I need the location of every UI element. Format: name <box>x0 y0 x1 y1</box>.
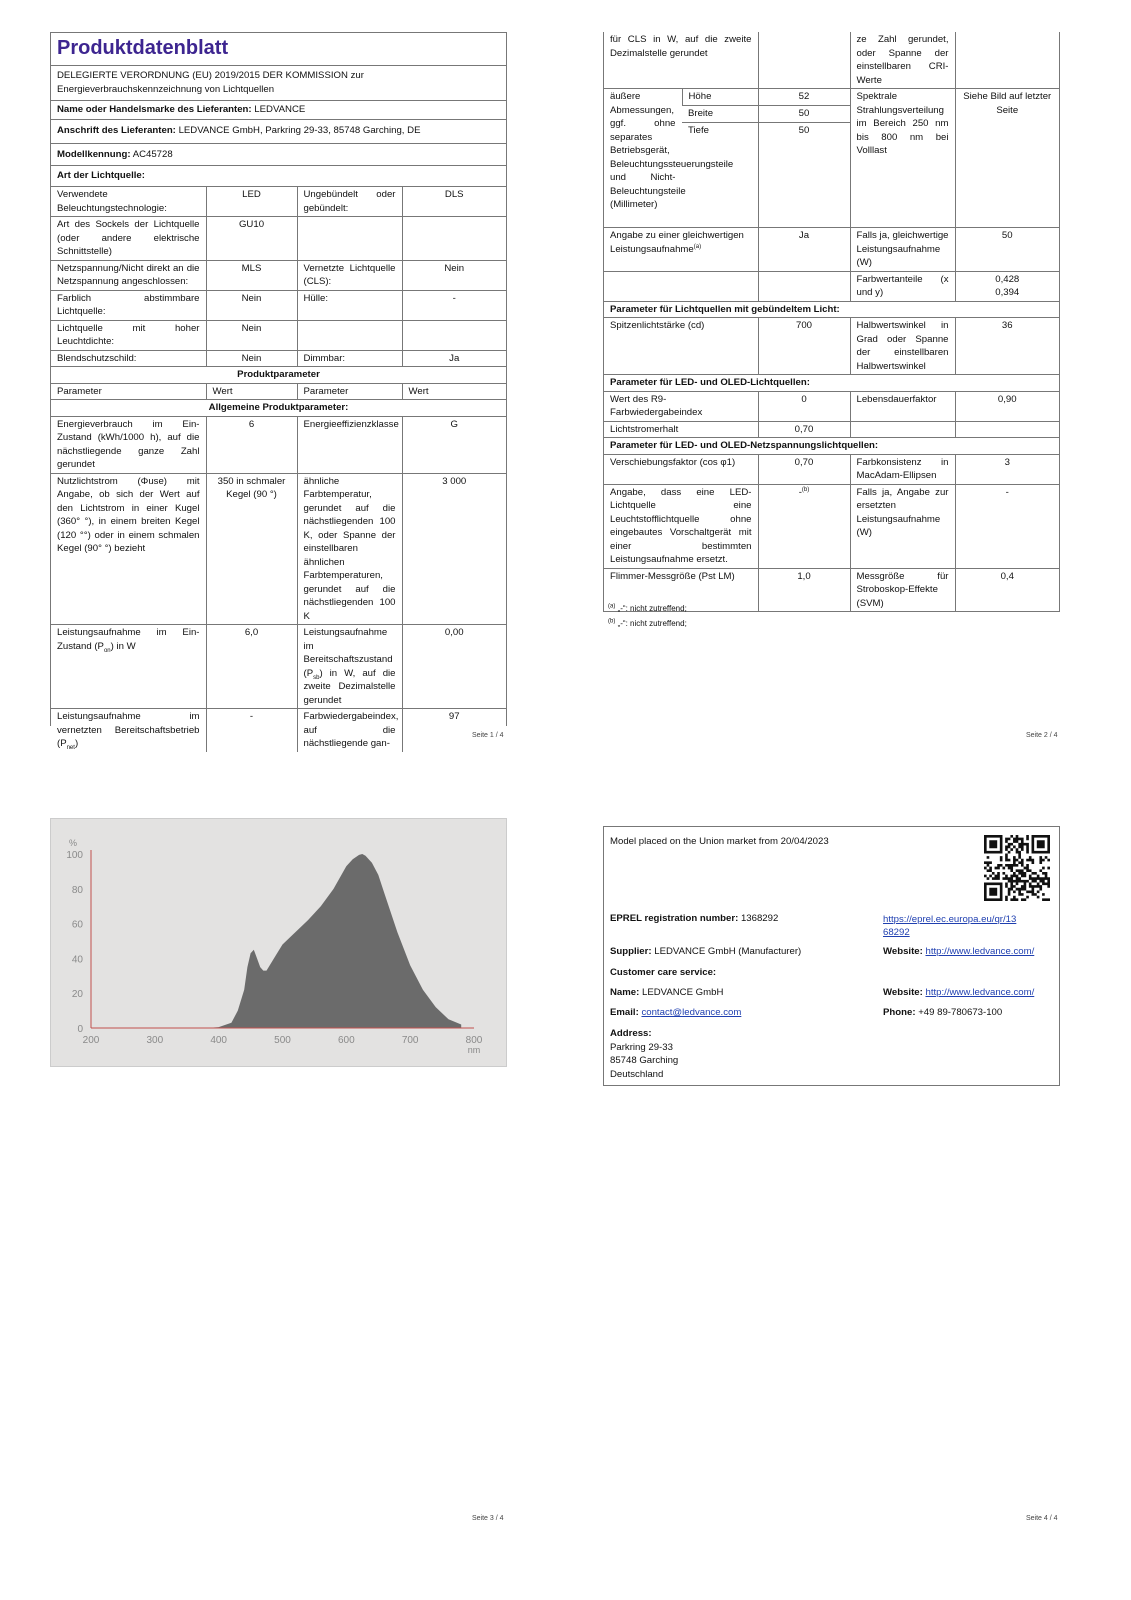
led-heading: Parameter für LED- und OLED-Lichtquellen: <box>604 375 1059 392</box>
section-heading-row <box>604 438 1059 455</box>
table-row <box>604 454 1059 484</box>
page-title: Produktdatenblatt <box>51 33 506 66</box>
col-header-param: Parameter <box>297 383 402 400</box>
row-label: Farbwiedergabeindex, auf die nächstliegende gan- <box>297 709 402 752</box>
row-value: 350 in schmaler Kegel (90 °) <box>206 473 297 625</box>
eprel-label: EPREL registration number: <box>610 913 739 924</box>
footnote-a <box>608 601 687 616</box>
row-value: DLS <box>402 187 506 217</box>
eprel-info-box <box>603 826 1060 1086</box>
mains-heading: Parameter für LED- und OLED-Netzspannungslichtquellen: <box>604 438 1059 455</box>
dimension-name: Breite <box>682 106 758 123</box>
row-label: Blendschutzschild: <box>51 350 206 367</box>
website-label: Website: <box>883 946 923 957</box>
row-label: Spitzenlichtstärke (cd) <box>604 318 758 375</box>
dimension-name: Tiefe <box>682 123 758 228</box>
row-label: Falls ja, Angabe zur ersetzten Leistungsaufnahme (W) <box>850 484 955 568</box>
x-tick-label: 600 <box>337 1035 355 1046</box>
email-link[interactable]: contact@ledvance.com <box>641 1007 742 1018</box>
row-value <box>402 320 506 350</box>
row-value: 3 <box>955 454 1059 484</box>
row-label: ähnliche Farbtemperatur, gerundet auf die nächstliegenden 100 K, oder Spanne der einstellbaren ähnlichen Farbtemperaturen, gerundet auf die nächstliegenden 100 K <box>297 473 402 625</box>
row-label: Flimmer-Messgröße (Pst LM) <box>604 568 758 612</box>
row-value: 97 <box>402 709 506 752</box>
row-value: 6 <box>206 416 297 473</box>
customer-care-heading: Customer care service: <box>610 967 717 978</box>
row-value: G <box>402 416 506 473</box>
row-value <box>955 271 1059 301</box>
section-heading-row <box>604 301 1059 318</box>
row-label: Energieverbrauch im Ein-Zustand (kWh/1000 h), auf die nächstliegende ganze Zahl gerundet <box>51 416 206 473</box>
row-value: 0,00 <box>402 625 506 709</box>
table-row <box>604 484 1059 568</box>
dimension-value: 52 <box>758 89 850 106</box>
datasheet-page-2 <box>603 32 1060 612</box>
supplier-label: Supplier: <box>610 946 652 957</box>
address-label: Address: <box>610 1028 652 1039</box>
row-label: Hülle: <box>297 290 402 320</box>
care-name-line <box>610 987 723 998</box>
footnote-b-text: „-“: nicht zutreffend; <box>617 619 687 628</box>
footnote-b-mark: (b) <box>608 618 616 625</box>
row-value: 0,90 <box>955 391 1059 421</box>
y-axis-label: % <box>68 838 78 848</box>
row-value: Ja <box>758 228 850 272</box>
row-label: Lichtquelle mit hoher Leuchtdichte: <box>51 320 206 350</box>
dimension-value: 50 <box>758 106 850 123</box>
row-value: 1,0 <box>758 568 850 612</box>
x-tick-label: 400 <box>210 1035 228 1046</box>
x-tick-label: 800 <box>465 1035 483 1046</box>
phone-line <box>883 1007 1002 1018</box>
spectrum-chart-panel <box>50 818 507 1067</box>
spectrum-area <box>206 854 461 1028</box>
row-value: Nein <box>206 320 297 350</box>
x-tick-label: 200 <box>82 1035 100 1046</box>
y-tick-label: 20 <box>71 989 83 1001</box>
y-tick-label: 40 <box>71 954 83 966</box>
equiv-label: Angabe zu einer gleichwertigen Leistungsaufnahme <box>610 230 744 255</box>
row-label: Ungebündelt oder gebündelt: <box>297 187 402 217</box>
row-value <box>402 217 506 261</box>
table-row <box>604 318 1059 375</box>
row-label <box>51 709 206 752</box>
supplier-line <box>610 946 801 957</box>
dimension-name: Höhe <box>682 89 758 106</box>
supplier-address-row <box>51 120 506 145</box>
eprel-url-line-2[interactable]: 68292 <box>883 927 910 938</box>
row-value: GU10 <box>206 217 297 261</box>
table-row <box>51 187 506 217</box>
page-number: Seite 4 / 4 <box>1026 1515 1058 1522</box>
type-table <box>51 187 506 752</box>
general-params-heading: Allgemeine Produktparameter: <box>51 400 506 417</box>
equiv-sup: (a) <box>693 243 702 250</box>
row-label: Art des Sockels der Lichtquelle (oder andere elektrische Schnittstelle) <box>51 217 206 261</box>
row-value: Ja <box>402 350 506 367</box>
row-label <box>51 625 206 709</box>
address-label: Anschrift des Lieferanten: <box>57 124 176 136</box>
product-params-heading: Produktparameter <box>51 367 506 384</box>
table-row <box>51 290 506 320</box>
row-value <box>758 271 850 301</box>
market-placement-text: Model placed on the Union market from 20/04/2023 <box>610 836 829 847</box>
standby-label: Leistungsaufnahme im Bereitschaftszustand (P <box>303 627 393 679</box>
supplier-name-value: LEDVANCE <box>254 104 306 115</box>
table-row <box>604 271 1059 301</box>
page-number: Seite 1 / 4 <box>472 732 504 739</box>
x-axis-label: nm <box>467 1045 481 1055</box>
qr-modules <box>984 835 1050 901</box>
directional-heading: Parameter für Lichtquellen mit gebündeltem Licht: <box>604 301 1059 318</box>
table-row <box>51 625 506 709</box>
y-tick-label: 0 <box>77 1024 83 1035</box>
on-power-sub: on <box>103 647 111 654</box>
website-link[interactable]: http://www.ledvance.com/ <box>925 946 1035 957</box>
row-label: ze Zahl gerundet, oder Spanne der einstellbaren CRI-Werte <box>850 32 955 89</box>
address-value: LEDVANCE GmbH, Parkring 29-33, 85748 Garching, DE <box>178 124 421 136</box>
row-label: Farbkonsistenz in MacAdam-Ellipsen <box>850 454 955 484</box>
spectral-label: Spektrale Strahlungsverteilung im Bereich 250 nm bis 800 nm bei Volllast <box>850 89 955 228</box>
care-website-link[interactable]: http://www.ledvance.com/ <box>925 987 1035 998</box>
replace-sup: (b) <box>801 486 810 493</box>
model-label: Modellkennung: <box>57 149 131 160</box>
net-standby-sub: net <box>66 744 75 751</box>
standby-sub: sb <box>313 674 320 681</box>
row-label: Angabe, dass eine LED-Lichtquelle eine Leuchtstofflichtquelle ohne eingebautes Vorschaltgerät mit einer bestimmten Leistungsaufnahme ersetzt. <box>604 484 758 568</box>
row-value: - <box>955 484 1059 568</box>
care-name-value: LEDVANCE GmbH <box>642 987 724 998</box>
table-row <box>51 260 506 290</box>
row-value: 36 <box>955 318 1059 375</box>
table-row <box>51 217 506 261</box>
col-header-value: Wert <box>402 383 506 400</box>
row-label: Energieeffizienzklasse <box>297 416 402 473</box>
row-label <box>604 271 758 301</box>
chroma-x: 0,428 <box>995 273 1020 285</box>
spectral-value: Siehe Bild auf letzter Seite <box>955 89 1059 228</box>
row-label <box>604 228 758 272</box>
row-label: Netzspannung/Nicht direkt an die Netzspannung angeschlossen: <box>51 260 206 290</box>
eprel-number: 1368292 <box>740 913 779 924</box>
footnote-b <box>608 616 687 631</box>
row-value <box>955 421 1059 438</box>
phone-value: +49 89-780673-100 <box>918 1007 1003 1018</box>
supplier-name-label: Name oder Handelsmarke des Lieferanten: <box>57 104 252 115</box>
eprel-link[interactable] <box>883 913 1016 939</box>
row-value: - <box>206 709 297 752</box>
table-row <box>604 89 1059 106</box>
phone-label: Phone: <box>883 1007 916 1018</box>
row-value: MLS <box>206 260 297 290</box>
x-tick-label: 500 <box>274 1035 291 1046</box>
row-label <box>297 625 402 709</box>
y-tick-label: 100 <box>66 850 83 861</box>
row-label: Farblich abstimmbare Lichtquelle: <box>51 290 206 320</box>
row-label: Verschiebungsfaktor (cos φ1) <box>604 454 758 484</box>
table-row <box>51 350 506 367</box>
col-header-value: Wert <box>206 383 297 400</box>
care-website-line <box>883 987 1034 998</box>
row-label: Halbwertswinkel in Grad oder Spanne der einstellbaren Halbwertswinkel <box>850 318 955 375</box>
row-label: Lichtstromerhalt <box>604 421 758 438</box>
row-label <box>850 421 955 438</box>
on-power-unit: ) in W <box>110 640 136 652</box>
footnote-a-mark: (a) <box>608 603 616 610</box>
supplier-name-row <box>51 101 506 120</box>
row-label: Farbwertanteile (x und y) <box>850 271 955 301</box>
eprel-registration <box>610 913 778 924</box>
row-label: Vernetzte Lichtquelle (CLS): <box>297 260 402 290</box>
row-value: 50 <box>955 228 1059 272</box>
website-line <box>883 946 1034 957</box>
spectral-distribution-chart <box>51 819 506 1066</box>
y-tick-label: 60 <box>71 919 83 931</box>
standby-unit: ) in W, auf die zweite Dezimalstelle gerundet <box>303 667 396 706</box>
section-heading-row <box>51 367 506 384</box>
row-value: - <box>402 290 506 320</box>
care-website-label: Website: <box>883 987 923 998</box>
column-header-row <box>51 383 506 400</box>
table-row <box>51 320 506 350</box>
email-line <box>610 1007 741 1018</box>
table-row <box>604 421 1059 438</box>
net-standby-unit: ) <box>74 738 79 749</box>
col-header-param: Parameter <box>51 383 206 400</box>
supplier-value: LEDVANCE GmbH (Manufacturer) <box>654 946 802 957</box>
care-name-label: Name: <box>610 987 640 998</box>
row-value <box>758 32 850 89</box>
row-label <box>297 320 402 350</box>
row-value <box>758 484 850 568</box>
model-value: AC45728 <box>132 149 173 160</box>
row-label: Wert des R9-Farbwiedergabeindex <box>604 391 758 421</box>
row-value: 0,70 <box>758 421 850 438</box>
address-block <box>610 1027 678 1081</box>
eprel-url-line-1[interactable]: https://eprel.ec.europa.eu/qr/13 <box>883 914 1017 925</box>
table-row <box>604 391 1059 421</box>
params-table-continued <box>604 32 1059 612</box>
x-tick-label: 700 <box>401 1035 419 1046</box>
row-label: Messgröße für Stroboskop-Effekte (SVM) <box>850 568 955 612</box>
row-value: Nein <box>206 290 297 320</box>
address-line: Deutschland <box>610 1068 664 1080</box>
regulation-text: DELEGIERTE VERORDNUNG (EU) 2019/2015 DER KOMMISSION zur Energieverbrauchskennzeichnung von Lichtquellen <box>51 66 506 101</box>
replace-value: - <box>798 486 802 498</box>
qr-code-icon[interactable] <box>984 835 1050 901</box>
footnotes <box>608 601 687 631</box>
row-value: 0 <box>758 391 850 421</box>
row-value: LED <box>206 187 297 217</box>
row-value: Nein <box>206 350 297 367</box>
section-heading-row <box>604 375 1059 392</box>
page-number: Seite 3 / 4 <box>472 1515 504 1522</box>
x-tick-label: 300 <box>146 1035 164 1046</box>
table-row <box>604 228 1059 272</box>
type-heading: Art der Lichtquelle: <box>51 166 506 188</box>
page-number: Seite 2 / 4 <box>1026 732 1058 739</box>
footnote-a-text: „-“: nicht zutreffend; <box>617 604 687 613</box>
section-heading-row <box>51 400 506 417</box>
address-line: Parkring 29-33 <box>610 1041 673 1053</box>
dimension-value: 50 <box>758 123 850 228</box>
dimensions-label: äußere Abmessungen, ggf. ohne separates Betriebsgerät, Beleuchtungssteuerungsteile und Nicht-Beleuchtungsteile (Millimeter) <box>604 89 682 228</box>
row-value: 0,70 <box>758 454 850 484</box>
table-row <box>604 32 1059 89</box>
email-label: Email: <box>610 1007 639 1018</box>
table-row <box>51 416 506 473</box>
row-label: Dimmbar: <box>297 350 402 367</box>
row-label: für CLS in W, auf die zweite Dezimalstelle gerundet <box>604 32 758 89</box>
row-value: 0,4 <box>955 568 1059 612</box>
row-value: 700 <box>758 318 850 375</box>
model-row <box>51 144 506 166</box>
chroma-y: 0,394 <box>995 287 1020 298</box>
table-row <box>51 473 506 625</box>
row-value: 6,0 <box>206 625 297 709</box>
table-row <box>51 709 506 752</box>
address-line: 85748 Garching <box>610 1055 679 1066</box>
row-value: 3 000 <box>402 473 506 625</box>
on-power-label: Leistungsaufnahme im Ein-Zustand (P <box>57 627 200 652</box>
row-label <box>297 217 402 261</box>
net-standby-label: Leistungsaufnahme im vernetzten Bereitschaftsbetrieb (P <box>57 711 200 749</box>
row-label: Lebensdauerfaktor <box>850 391 955 421</box>
y-tick-label: 80 <box>71 884 83 896</box>
row-label: Falls ja, gleichwertige Leistungsaufnahme (W) <box>850 228 955 272</box>
row-value: Nein <box>402 260 506 290</box>
row-value <box>955 32 1059 89</box>
row-label: Nutzlichtstrom (Φuse) mit Angabe, ob sich der Wert auf den Lichtstrom in einer Kugel (360° °), in einem breiten Kegel (120 °°) oder in einem schmalen Kegel (90° °) bezieht <box>51 473 206 625</box>
row-label: Verwendete Beleuchtungstechnologie: <box>51 187 206 217</box>
